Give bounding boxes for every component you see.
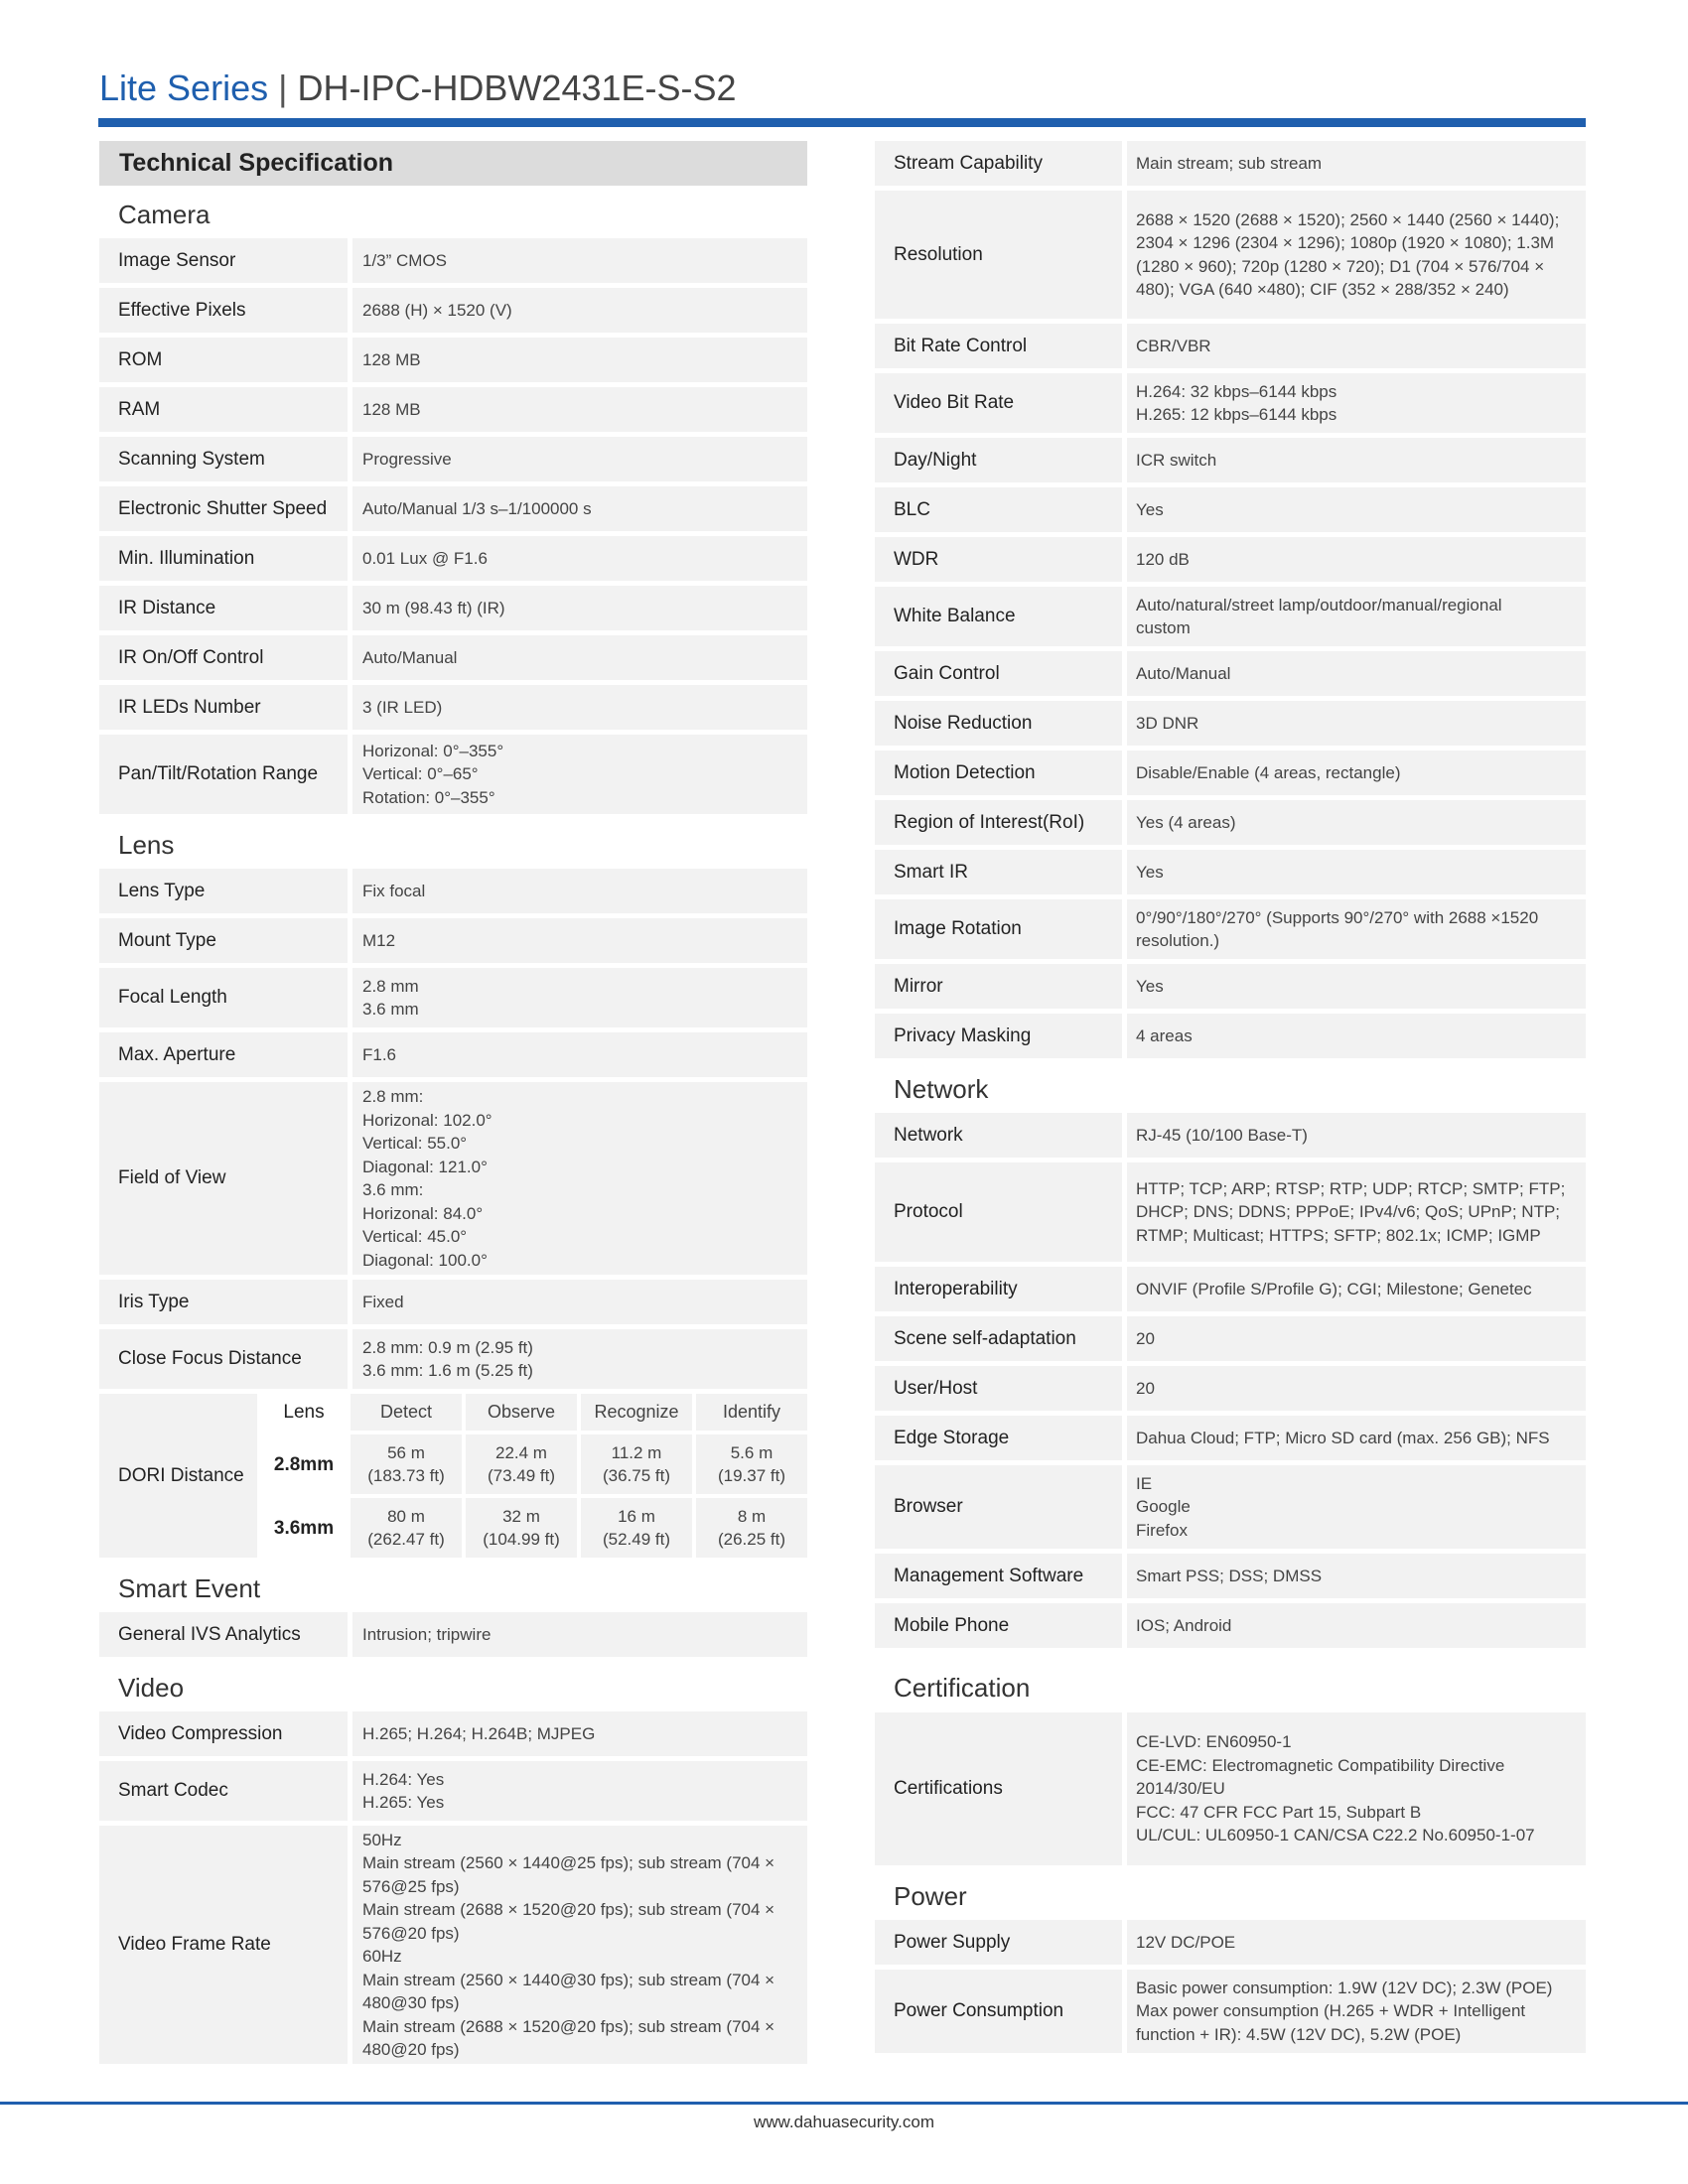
spec-value: Dahua Cloud; FTP; Micro SD card (max. 256 GB); NFS [1127, 1416, 1586, 1460]
spec-label: Scanning System [99, 437, 348, 481]
spec-row [99, 338, 807, 382]
spec-row [875, 701, 1586, 746]
spec-value: Yes [1127, 487, 1586, 532]
spec-row [875, 1554, 1586, 1598]
spec-row [99, 685, 807, 730]
spec-row [875, 537, 1586, 582]
section-video: Video [118, 1673, 185, 1703]
spec-value: IE Google Firefox [1127, 1465, 1586, 1549]
dori-cell: 22.4 m (73.49 ft) [466, 1434, 577, 1494]
dori-cell: 56 m (183.73 ft) [351, 1434, 462, 1494]
spec-value: H.265; H.264; H.264B; MJPEG [352, 1711, 807, 1756]
spec-value: 3 (IR LED) [352, 685, 807, 730]
spec-label: Video Bit Rate [875, 373, 1122, 433]
spec-value: Fixed [352, 1280, 807, 1324]
spec-label: Network [875, 1113, 1122, 1158]
spec-label: Video Compression [99, 1711, 348, 1756]
spec-row [875, 373, 1586, 433]
spec-label: Bit Rate Control [875, 324, 1122, 368]
power-rows [875, 1920, 1586, 2053]
spec-label: White Balance [875, 587, 1122, 646]
spec-value: 2.8 mm: Horizonal: 102.0° Vertical: 55.0° Diagonal: 121.0° 3.6 mm: Horizonal: 84.0° Vertical: 45.0° Diagonal: 100.0° [352, 1082, 807, 1275]
spec-row [99, 1032, 807, 1077]
dori-header-observe: Observe [466, 1394, 577, 1431]
spec-row [875, 324, 1586, 368]
spec-value: RJ-45 (10/100 Base-T) [1127, 1113, 1586, 1158]
section-certification: Certification [894, 1673, 1031, 1703]
dori-header-detect: Detect [351, 1394, 462, 1431]
dori-lens: 2.8mm [261, 1434, 347, 1494]
spec-label: ROM [99, 338, 348, 382]
page-header [99, 62, 737, 115]
spec-value: 30 m (98.43 ft) (IR) [352, 586, 807, 630]
section-network: Network [894, 1074, 989, 1104]
model-number: DH-IPC-HDBW2431E-S-S2 [297, 68, 737, 108]
spec-label: Image Rotation [875, 899, 1122, 959]
spec-row [875, 1920, 1586, 1965]
spec-label: Electronic Shutter Speed [99, 486, 348, 531]
spec-row [99, 1082, 807, 1275]
spec-value: 2.8 mm: 0.9 m (2.95 ft) 3.6 mm: 1.6 m (5.25 ft) [352, 1329, 807, 1389]
spec-row [875, 850, 1586, 894]
spec-label: Min. Illumination [99, 536, 348, 581]
section-lens: Lens [118, 830, 175, 860]
spec-label: User/Host [875, 1366, 1122, 1411]
spec-row [99, 536, 807, 581]
spec-row [875, 487, 1586, 532]
network-rows [875, 1113, 1586, 1648]
footer-url[interactable]: www.dahuasecurity.com [753, 2113, 935, 2131]
spec-row [875, 751, 1586, 795]
spec-value: CE-LVD: EN60950-1 CE-EMC: Electromagnetic Compatibility Directive 2014/30/EU FCC: 47 CFR FCC Part 15, Subpart B UL/CUL: UL60950-1 CAN/CSA C22.2 No.60950-1-07 [1127, 1712, 1586, 1865]
spec-row [99, 1329, 807, 1389]
spec-value: 2688 × 1520 (2688 × 1520); 2560 × 1440 (2560 × 1440); 2304 × 1296 (2304 × 1296); 1080p (1920 × 1080); 1.3M (1280 × 960); 720p (1280 × 720); D1 (704 × 576/704 × 480); VGA (640 ×480); CIF (352 × 288/352 × 240) [1127, 191, 1586, 319]
spec-label: RAM [99, 387, 348, 432]
spec-row [99, 1280, 807, 1324]
spec-value: Main stream; sub stream [1127, 141, 1586, 186]
spec-value: 2.8 mm 3.6 mm [352, 968, 807, 1027]
spec-value: 120 dB [1127, 537, 1586, 582]
spec-label: Image Sensor [99, 238, 348, 283]
spec-value: 128 MB [352, 387, 807, 432]
spec-row [875, 1416, 1586, 1460]
spec-value: H.264: Yes H.265: Yes [352, 1761, 807, 1821]
spec-row [875, 1316, 1586, 1361]
right-column [875, 141, 1586, 2058]
spec-value: 2688 (H) × 1520 (V) [352, 288, 807, 333]
spec-value: Yes [1127, 964, 1586, 1009]
spec-row [99, 635, 807, 680]
spec-label: Field of View [99, 1082, 348, 1275]
spec-value: M12 [352, 918, 807, 963]
section-smart-event: Smart Event [118, 1573, 261, 1603]
spec-row [875, 899, 1586, 959]
spec-row [875, 1162, 1586, 1262]
spec-label: Power Consumption [875, 1970, 1122, 2053]
dori-label: DORI Distance [99, 1394, 257, 1558]
dori-cell: 5.6 m (19.37 ft) [696, 1434, 807, 1494]
spec-label: Effective Pixels [99, 288, 348, 333]
spec-row [99, 437, 807, 481]
spec-label: Power Supply [875, 1920, 1122, 1965]
spec-row [875, 1014, 1586, 1058]
spec-value: H.264: 32 kbps–6144 kbps H.265: 12 kbps–6144 kbps [1127, 373, 1586, 433]
dori-header-recognize: Recognize [581, 1394, 692, 1431]
dori-table [99, 1394, 807, 1558]
dori-cell: 16 m (52.49 ft) [581, 1498, 692, 1558]
section-camera: Camera [118, 200, 211, 229]
spec-row [875, 1712, 1586, 1865]
video-continued-rows [875, 141, 1586, 1058]
spec-value: Yes (4 areas) [1127, 800, 1586, 845]
spec-value: 20 [1127, 1366, 1586, 1411]
spec-value: 4 areas [1127, 1014, 1586, 1058]
spec-row [99, 1826, 807, 2064]
dori-cell: 32 m (104.99 ft) [466, 1498, 577, 1558]
dori-grid [261, 1394, 807, 1558]
spec-label: Smart IR [875, 850, 1122, 894]
dori-header-identify: Identify [696, 1394, 807, 1431]
dori-lens: 3.6mm [261, 1498, 347, 1558]
dori-header-lens: Lens [261, 1394, 347, 1431]
spec-row [875, 141, 1586, 186]
spec-label: Protocol [875, 1162, 1122, 1262]
spec-label: Video Frame Rate [99, 1826, 348, 2064]
spec-value: Fix focal [352, 869, 807, 913]
spec-value: Intrusion; tripwire [352, 1612, 807, 1657]
spec-row [99, 918, 807, 963]
spec-value: Smart PSS; DSS; DMSS [1127, 1554, 1586, 1598]
spec-label: WDR [875, 537, 1122, 582]
dori-cell: 80 m (262.47 ft) [351, 1498, 462, 1558]
video-rows [99, 1711, 807, 2064]
series-name: Lite Series [99, 68, 269, 108]
spec-label: Region of Interest(RoI) [875, 800, 1122, 845]
spec-label: Noise Reduction [875, 701, 1122, 746]
spec-label: Browser [875, 1465, 1122, 1549]
spec-label: Mobile Phone [875, 1603, 1122, 1648]
spec-value: Horizonal: 0°–355° Vertical: 0°–65° Rotation: 0°–355° [352, 735, 807, 814]
spec-label: Day/Night [875, 438, 1122, 482]
spec-row [99, 486, 807, 531]
spec-label: Lens Type [99, 869, 348, 913]
spec-label: IR LEDs Number [99, 685, 348, 730]
spec-value: 20 [1127, 1316, 1586, 1361]
spec-value: 50Hz Main stream (2560 × 1440@25 fps); sub stream (704 × 576@25 fps) Main stream (2688 × 1520@20 fps); sub stream (704 × 576@20 fps) 60Hz Main stream (2560 × 1440@30 fps); sub stream (704 × 480@30 fps) Main stream (2688 × 1520@20 fps); sub stream (704 × 480@20 fps) [352, 1826, 807, 2064]
spec-label: Scene self-adaptation [875, 1316, 1122, 1361]
spec-row [99, 238, 807, 283]
spec-value: Auto/natural/street lamp/outdoor/manual/regional custom [1127, 587, 1586, 646]
spec-label: IR Distance [99, 586, 348, 630]
spec-label: Motion Detection [875, 751, 1122, 795]
spec-value: Auto/Manual [1127, 651, 1586, 696]
spec-row [99, 1761, 807, 1821]
spec-row [875, 1603, 1586, 1648]
spec-value: CBR/VBR [1127, 324, 1586, 368]
spec-value: Basic power consumption: 1.9W (12V DC); 2.3W (POE) Max power consumption (H.265 + WDR + Intelligent function + IR): 4.5W (12V DC), 5.2W (POE) [1127, 1970, 1586, 2053]
spec-label: General IVS Analytics [99, 1612, 348, 1657]
spec-row [99, 288, 807, 333]
spec-row [875, 800, 1586, 845]
spec-label: Resolution [875, 191, 1122, 319]
spec-row [99, 1711, 807, 1756]
spec-row [875, 651, 1586, 696]
spec-label: Close Focus Distance [99, 1329, 348, 1389]
spec-row [875, 964, 1586, 1009]
spec-label: Focal Length [99, 968, 348, 1027]
spec-label: Smart Codec [99, 1761, 348, 1821]
spec-row [99, 968, 807, 1027]
spec-row [875, 587, 1586, 646]
spec-row [875, 1970, 1586, 2053]
spec-label: IR On/Off Control [99, 635, 348, 680]
footer-rule [0, 2102, 1688, 2105]
header-separator: | [278, 68, 288, 108]
spec-label: Gain Control [875, 651, 1122, 696]
spec-value: Progressive [352, 437, 807, 481]
smart-event-rows [99, 1612, 807, 1657]
spec-value: Disable/Enable (4 areas, rectangle) [1127, 751, 1586, 795]
spec-value: ICR switch [1127, 438, 1586, 482]
certification-rows [875, 1712, 1586, 1865]
spec-value: ONVIF (Profile S/Profile G); CGI; Milestone; Genetec [1127, 1267, 1586, 1311]
spec-row [875, 191, 1586, 319]
spec-row [875, 1465, 1586, 1549]
spec-row [99, 735, 807, 814]
spec-value: HTTP; TCP; ARP; RTSP; RTP; UDP; RTCP; SMTP; FTP; DHCP; DNS; DDNS; PPPoE; IPv4/v6; QoS; UPnP; NTP; RTMP; Multicast; HTTPS; SFTP; 802.1x; ICMP; IGMP [1127, 1162, 1586, 1262]
spec-row [99, 869, 807, 913]
spec-value: Auto/Manual [352, 635, 807, 680]
spec-value: Auto/Manual 1/3 s–1/100000 s [352, 486, 807, 531]
camera-rows [99, 238, 807, 814]
spec-row [875, 438, 1586, 482]
spec-label: Stream Capability [875, 141, 1122, 186]
spec-value: IOS; Android [1127, 1603, 1586, 1648]
spec-label: Privacy Masking [875, 1014, 1122, 1058]
spec-value: 128 MB [352, 338, 807, 382]
spec-label: Max. Aperture [99, 1032, 348, 1077]
spec-row [875, 1113, 1586, 1158]
spec-value: 0.01 Lux @ F1.6 [352, 536, 807, 581]
spec-label: Management Software [875, 1554, 1122, 1598]
spec-label: Interoperability [875, 1267, 1122, 1311]
spec-value: Yes [1127, 850, 1586, 894]
dori-cell: 8 m (26.25 ft) [696, 1498, 807, 1558]
spec-value: 12V DC/POE [1127, 1920, 1586, 1965]
lens-rows [99, 869, 807, 1389]
left-column [99, 141, 807, 2069]
dori-cell: 11.2 m (36.75 ft) [581, 1434, 692, 1494]
spec-value: 1/3” CMOS [352, 238, 807, 283]
spec-row [875, 1267, 1586, 1311]
spec-label: BLC [875, 487, 1122, 532]
header-rule [98, 118, 1586, 127]
spec-label: Certifications [875, 1712, 1122, 1865]
spec-value: F1.6 [352, 1032, 807, 1077]
spec-value: 3D DNR [1127, 701, 1586, 746]
spec-row [99, 586, 807, 630]
spec-label: Mirror [875, 964, 1122, 1009]
spec-row [875, 1366, 1586, 1411]
section-power: Power [894, 1881, 967, 1911]
spec-label: Pan/Tilt/Rotation Range [99, 735, 348, 814]
spec-row [99, 387, 807, 432]
spec-value: 0°/90°/180°/270° (Supports 90°/270° with 2688 ×1520 resolution.) [1127, 899, 1586, 959]
spec-label: Edge Storage [875, 1416, 1122, 1460]
spec-label: Mount Type [99, 918, 348, 963]
spec-row [99, 1612, 807, 1657]
spec-title: Technical Specification [99, 141, 807, 186]
spec-label: Iris Type [99, 1280, 348, 1324]
